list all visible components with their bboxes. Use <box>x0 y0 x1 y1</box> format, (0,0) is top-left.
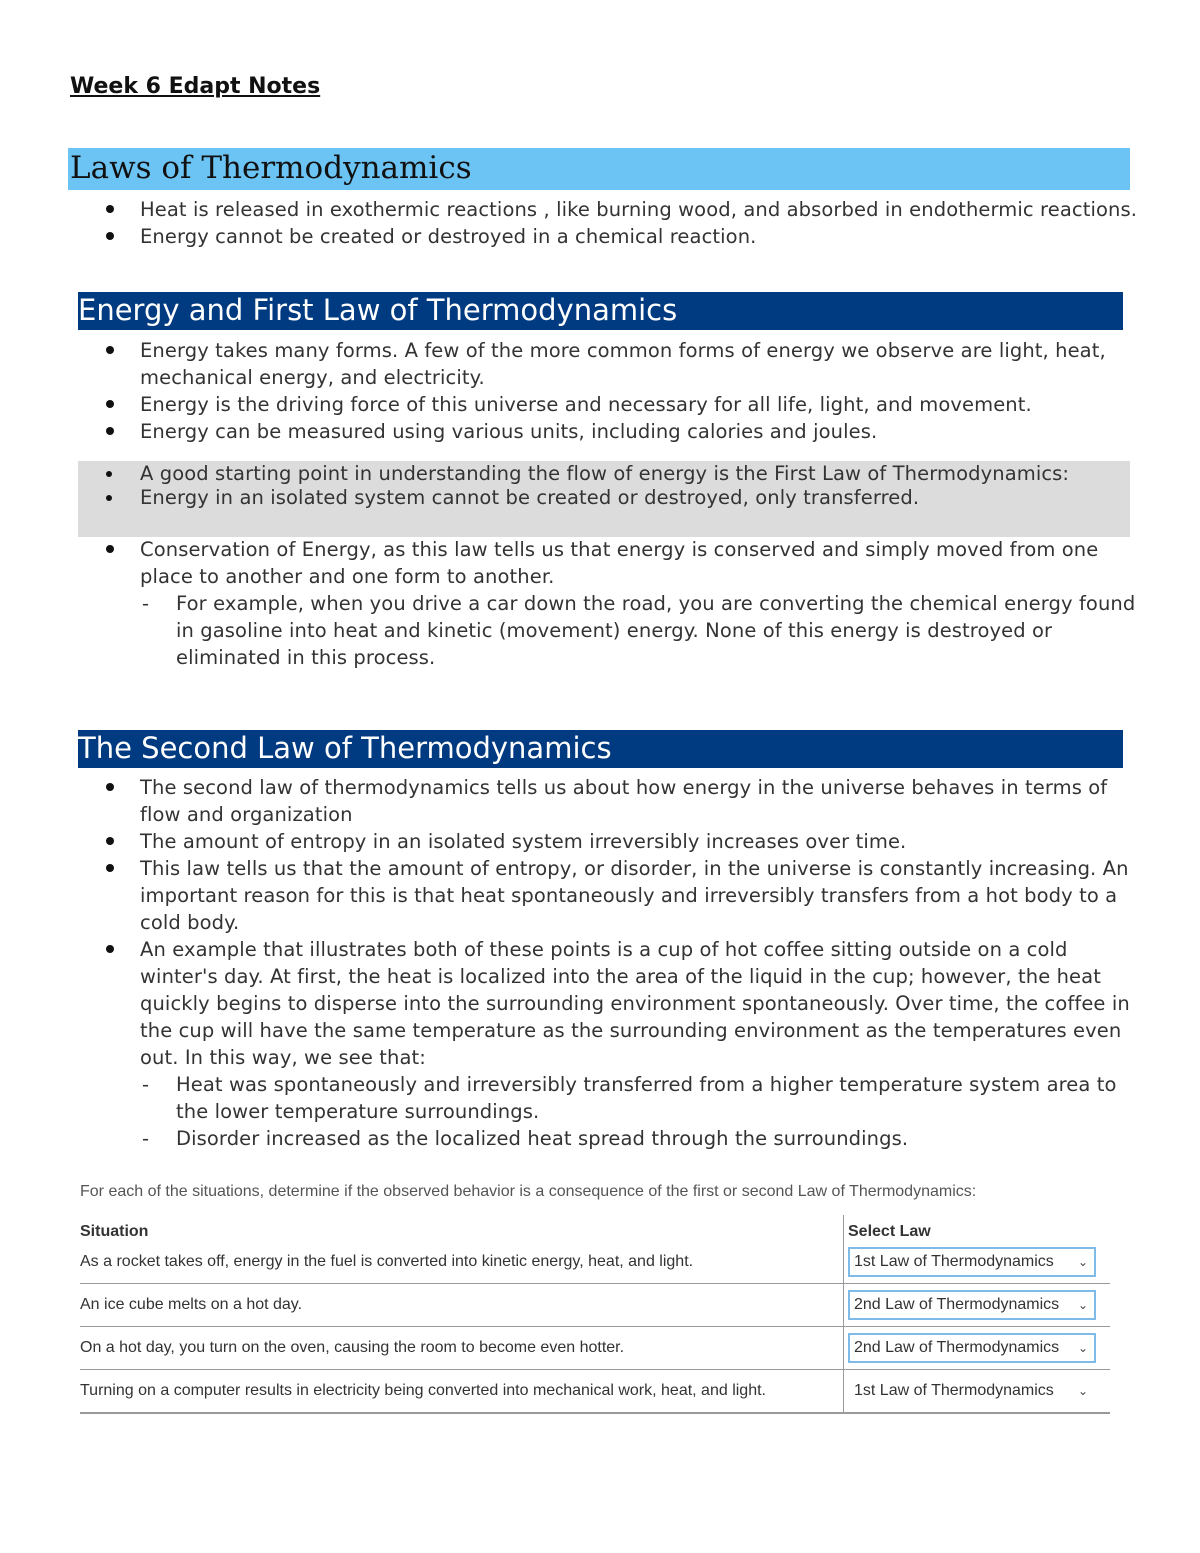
chevron-down-icon: ⌄ <box>1077 1384 1088 1398</box>
list-item: Conservation of Energy, as this law tells us that energy is conserved and simply moved from one place to another and one form to another. <box>70 536 1140 590</box>
first-law-bullet-list <box>70 337 1140 445</box>
second-law-bullet-list <box>70 774 1140 1152</box>
law-select-value: 2nd Law of Thermodynamics <box>854 1296 1060 1313</box>
law-select-cell <box>844 1370 1111 1414</box>
list-item: - For example, when you drive a car down the road, you are converting the chemical energy found in gasoline into heat and kinetic (movement) energy. None of this energy is destroyed or eliminated in this process. <box>70 590 1140 671</box>
table-row <box>80 1284 1110 1327</box>
first-law-highlight-list <box>78 462 1078 510</box>
table-row <box>80 1327 1110 1370</box>
list-item: The amount of entropy in an isolated system irreversibly increases over time. <box>70 828 1140 855</box>
list-item: This law tells us that the amount of entropy, or disorder, in the universe is constantly increasing. An important reason for this is that heat spontaneously and irreversibly transfers from a hot body to a cold body. <box>70 855 1140 936</box>
laws-bullet-list <box>70 196 1140 250</box>
list-item: The second law of thermodynamics tells us about how energy in the universe behaves in terms of flow and organization <box>70 774 1140 828</box>
list-item: - Disorder increased as the localized heat spread through the surroundings. <box>70 1125 1140 1152</box>
section-heading-laws <box>68 148 1130 190</box>
situation-text: On a hot day, you turn on the oven, causing the room to become even hotter. <box>80 1327 844 1370</box>
situation-text: An ice cube melts on a hot day. <box>80 1284 844 1327</box>
section-heading-second-law <box>78 730 1123 768</box>
situation-text: Turning on a computer results in electricity being converted into mechanical work, heat, and light. <box>80 1370 844 1414</box>
list-item: Energy takes many forms. A few of the more common forms of energy we observe are light, heat, mechanical energy, and electricity. <box>70 337 1140 391</box>
header-situation: Situation <box>80 1223 149 1240</box>
table-row <box>80 1370 1110 1414</box>
law-select[interactable] <box>848 1290 1096 1320</box>
law-select[interactable] <box>848 1247 1096 1277</box>
law-select-cell <box>844 1284 1111 1327</box>
table-row <box>80 1241 1110 1284</box>
list-item: Energy can be measured using various units, including calories and joules. <box>70 418 1140 445</box>
section-heading-first-law <box>78 292 1123 330</box>
situation-table <box>80 1215 1110 1414</box>
chevron-down-icon: ⌄ <box>1077 1341 1088 1355</box>
header-select-law: Select Law <box>844 1215 1111 1241</box>
chevron-down-icon: ⌄ <box>1077 1298 1088 1312</box>
law-select-value: 2nd Law of Thermodynamics <box>854 1339 1060 1356</box>
situation-text: As a rocket takes off, energy in the fuel is converted into kinetic energy, heat, and light. <box>80 1241 844 1284</box>
section-heading-laws-text: Laws of Thermodynamics <box>70 150 472 186</box>
law-select-value: 1st Law of Thermodynamics <box>854 1382 1054 1399</box>
section-heading-first-law-text: Energy and First Law of Thermodynamics <box>78 293 678 327</box>
law-select-cell <box>844 1241 1111 1284</box>
conservation-list <box>70 536 1140 671</box>
list-item: A good starting point in understanding the flow of energy is the First Law of Thermodynamics: <box>78 462 1078 486</box>
chevron-down-icon: ⌄ <box>1077 1255 1088 1269</box>
section-heading-second-law-text: The Second Law of Thermodynamics <box>78 731 612 765</box>
list-item: Energy in an isolated system cannot be created or destroyed, only transferred. <box>78 486 1078 510</box>
table-header-row <box>80 1215 1110 1241</box>
list-item: - Heat was spontaneously and irreversibly transferred from a higher temperature system area to the lower temperature surroundings. <box>70 1071 1140 1125</box>
law-select-cell <box>844 1327 1111 1370</box>
list-item: Energy cannot be created or destroyed in a chemical reaction. <box>70 223 1140 250</box>
law-select[interactable] <box>848 1333 1096 1363</box>
list-item: Heat is released in exothermic reactions , like burning wood, and absorbed in endothermic reactions. <box>70 196 1140 223</box>
list-item: An example that illustrates both of these points is a cup of hot coffee sitting outside on a cold winter's day. At first, the heat is localized into the area of the liquid in the cup; however, the heat quickly begins to disperse into the surrounding environment spontaneously. Over time, the coffee in the cup will have the same temperature as the surrounding environment as the temperatures even out. In this way, we see that: <box>70 936 1140 1071</box>
page-title: Week 6 Edapt Notes <box>70 74 321 99</box>
law-select[interactable] <box>848 1376 1096 1406</box>
list-item: Energy is the driving force of this universe and necessary for all life, light, and movement. <box>70 391 1140 418</box>
law-select-value: 1st Law of Thermodynamics <box>854 1253 1054 1270</box>
activity-prompt: For each of the situations, determine if the observed behavior is a consequence of the first or second Law of Thermodynamics: <box>80 1183 977 1200</box>
